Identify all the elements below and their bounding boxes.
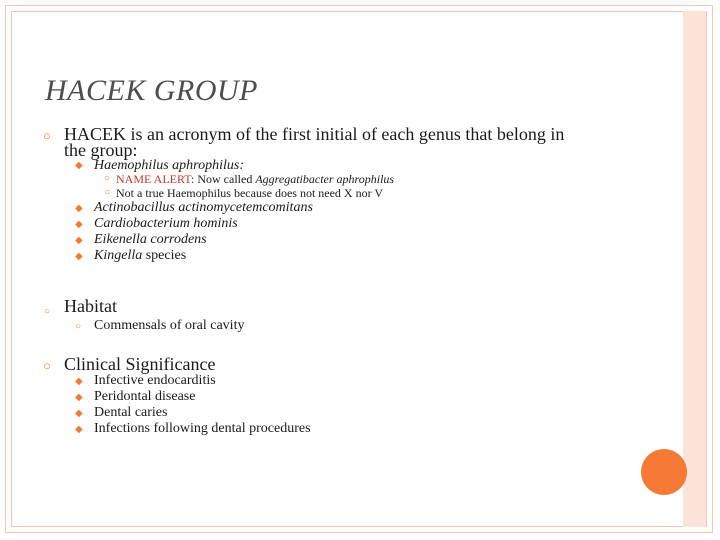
intro-line-2: the group: bbox=[64, 140, 138, 160]
clinical-item: Infections following dental procedures bbox=[94, 421, 311, 436]
diamond-bullet-icon: ◆ bbox=[75, 160, 83, 171]
ring-bullet-icon: ○ bbox=[43, 128, 51, 143]
clinical-item: Infective endocarditis bbox=[94, 373, 216, 388]
diamond-bullet-icon: ◆ bbox=[75, 376, 83, 387]
habitat-item: Commensals of oral cavity bbox=[94, 318, 245, 333]
intro-line-1: HACEK is an acronym of the first initial of each genus that belong in bbox=[64, 124, 565, 144]
diamond-bullet-icon: ◆ bbox=[75, 424, 83, 435]
clinical-heading: Clinical Significance bbox=[64, 354, 216, 374]
decorative-orange-circle bbox=[641, 449, 687, 495]
right-decorative-strip bbox=[683, 11, 706, 527]
genus-actinobacillus: Actinobacillus actinomycetemcomitans bbox=[94, 200, 313, 215]
name-alert-new-name: Aggregatibacter aphrophilus bbox=[255, 172, 395, 186]
name-alert-rest: : Now called bbox=[191, 172, 253, 186]
ring-bullet-icon: ○ bbox=[43, 358, 51, 373]
genus-eikenella: Eikenella corrodens bbox=[94, 232, 207, 247]
ring-bullet-icon: ○ bbox=[104, 187, 111, 198]
genus-kingella bbox=[94, 248, 186, 264]
kingella-rest: species bbox=[145, 248, 187, 263]
genus-cardiobacterium: Cardiobacterium hominis bbox=[94, 216, 238, 231]
clinical-item: Dental caries bbox=[94, 405, 168, 420]
slide-title: HACEK GROUP bbox=[45, 74, 258, 107]
diamond-bullet-icon: ◆ bbox=[75, 251, 83, 262]
diamond-bullet-icon: ◆ bbox=[75, 203, 83, 214]
genus-haemophilus: Haemophilus aphrophilus: bbox=[94, 158, 244, 173]
name-alert-note bbox=[116, 172, 394, 186]
name-alert-label: NAME ALERT bbox=[116, 172, 192, 186]
clinical-item: Peridontal disease bbox=[94, 389, 196, 404]
diamond-bullet-icon: ◆ bbox=[75, 219, 83, 230]
ring-bullet-icon: ○ bbox=[75, 321, 82, 332]
ring-bullet-icon: ○ bbox=[44, 306, 51, 317]
diamond-bullet-icon: ◆ bbox=[75, 392, 83, 403]
diamond-bullet-icon: ◆ bbox=[75, 408, 83, 419]
kingella-name: Kingella bbox=[94, 248, 143, 263]
diamond-bullet-icon: ◆ bbox=[75, 235, 83, 246]
ring-bullet-icon: ○ bbox=[104, 173, 111, 184]
not-true-haemophilus-note: Not a true Haemophilus because does not need X nor V bbox=[116, 186, 384, 200]
habitat-heading: Habitat bbox=[64, 296, 117, 316]
